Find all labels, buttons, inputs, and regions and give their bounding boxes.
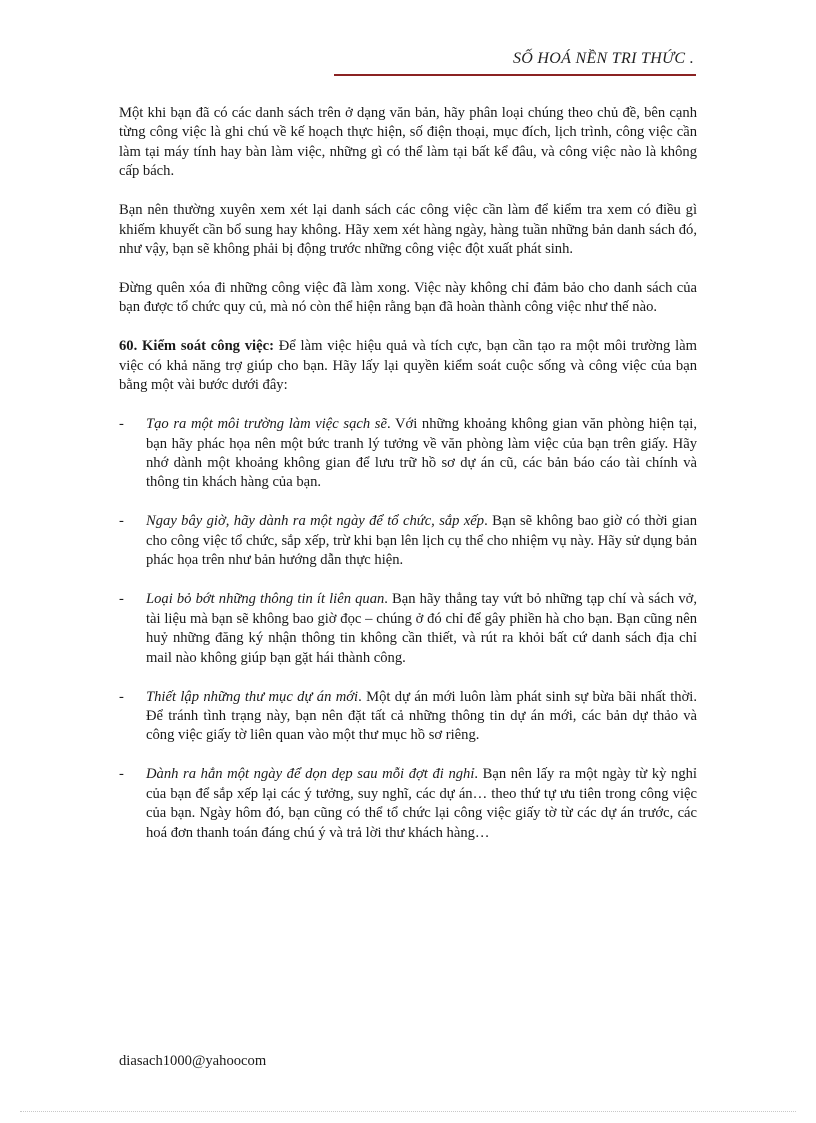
list-item-text: . Bạn sẽ không bao giờ có thời gian cho công việc tổ chức, sắp xếp, trừ khi bạn lên lịch cụ thể cho nhiệm vụ này. Hãy sử dụng bản phác họa trên như bản hướng dẫn thực hiện. <box>146 513 697 569</box>
list-item <box>119 765 697 843</box>
list-item <box>119 512 697 570</box>
section-number: 60. <box>119 338 138 355</box>
list-item-text: . Với những khoảng không gian văn phòng hiện tại, bạn hãy phác họa nên một bức tranh lý tưởng về văn phòng làm việc của bạn trên giấy. Hãy nhớ dành một khoảng không gian để lưu trữ hồ sơ dự án cũ, các bản báo cáo tài chính và thông tin khách hàng của bạn. <box>146 416 697 491</box>
list-item <box>119 688 697 746</box>
bullet-list <box>119 415 697 843</box>
document-body <box>119 104 697 863</box>
list-item-text: . Bạn nên lấy ra một ngày từ kỳ nghỉ của bạn để sắp xếp lại các ý tưởng, suy nghĩ, các dự án… theo thứ tự ưu tiên trong công việc của bạn. Ngày hôm đó, bạn cũng có thể tổ chức lại công việc giấy tờ từ các dự án trước, các hoá đơn thanh toán đáng chú ý và trả lời thư khách hàng… <box>146 766 697 841</box>
list-item-lead: Tạo ra một môi trường làm việc sạch sẽ <box>146 416 387 433</box>
list-item <box>119 590 697 668</box>
paragraph: Một khi bạn đã có các danh sách trên ở dạng văn bản, hãy phân loại chúng theo chủ đề, bên cạnh từng công việc là ghi chú về kế hoạch thực hiện, số điện thoại, mục đích, lịch trình, công việc cần làm tại máy tính hay bàn làm việc, những gì có thể làm tại bất kể đâu, và công việc nào là không cấp bách. <box>119 105 697 180</box>
list-item <box>119 415 697 493</box>
footer-email: diasach1000@yahoocom <box>119 1053 267 1069</box>
dash-bullet: - <box>119 591 124 608</box>
section-paragraph <box>119 337 697 395</box>
bottom-dotted-rule <box>20 1111 796 1112</box>
paragraph: Bạn nên thường xuyên xem xét lại danh sách các công việc cần làm để kiểm tra xem có điều gì khiếm khuyết cần bổ sung hay không. Hãy xem xét hàng ngày, hàng tuần những bản danh sách đó, như vậy, bạn sẽ không phải bị động trước những công việc đột xuất phát sinh. <box>119 202 697 258</box>
dash-bullet: - <box>119 688 124 705</box>
section-intro: Để làm việc hiệu quả và tích cực, bạn cần tạo ra một môi trường làm việc có khả năng trợ giúp cho bạn. Hãy lấy lại quyền kiểm soát cuộc sống và công việc của bạn bằng một vài bước dưới đây: <box>119 338 697 394</box>
list-item-lead: Loại bỏ bớt những thông tin ít liên quan <box>146 591 385 608</box>
list-item-lead: Thiết lập những thư mục dự án mới <box>146 688 359 705</box>
list-item-lead: Ngay bây giờ, hãy dành ra một ngày để tổ chức, sắp xếp <box>146 513 485 530</box>
header-rule <box>334 74 696 76</box>
section-title: Kiểm soát công việc: <box>142 338 274 355</box>
list-item-lead: Dành ra hẳn một ngày để dọn dẹp sau mỗi đợt đi nghỉ <box>146 766 475 783</box>
paragraph: Đừng quên xóa đi những công việc đã làm xong. Việc này không chỉ đảm bảo cho danh sách của bạn được tổ chức quy củ, mà nó còn thể hiện rằng bạn đã hoàn thành công việc như thế nào. <box>119 280 697 316</box>
dash-bullet: - <box>119 513 124 530</box>
list-item-text: . Bạn hãy thẳng tay vứt bỏ những tạp chí và sách vở, tài liệu mà bạn sẽ không bao giờ đọc – chúng ở đó chỉ để gây phiền hà cho bạn. Bạn cũng nên huỷ những đăng ký nhận thông tin không cần thiết, và rút ra khỏi bất cứ danh sách địa chỉ mail nào không giúp bạn gặt hái thành công. <box>146 591 697 666</box>
dash-bullet: - <box>119 766 124 783</box>
header-title: SỐ HOÁ NỀN TRI THỨC . <box>512 50 694 67</box>
dash-bullet: - <box>119 416 124 433</box>
list-item-text: . Một dự án mới luôn làm phát sinh sự bừa bãi nhất thời. Để tránh tình trạng này, bạn nên đặt tất cả những thông tin dự án mới, các bản dự thảo và công việc giấy tờ liên quan vào một thư mục hồ sơ riêng. <box>146 688 697 744</box>
